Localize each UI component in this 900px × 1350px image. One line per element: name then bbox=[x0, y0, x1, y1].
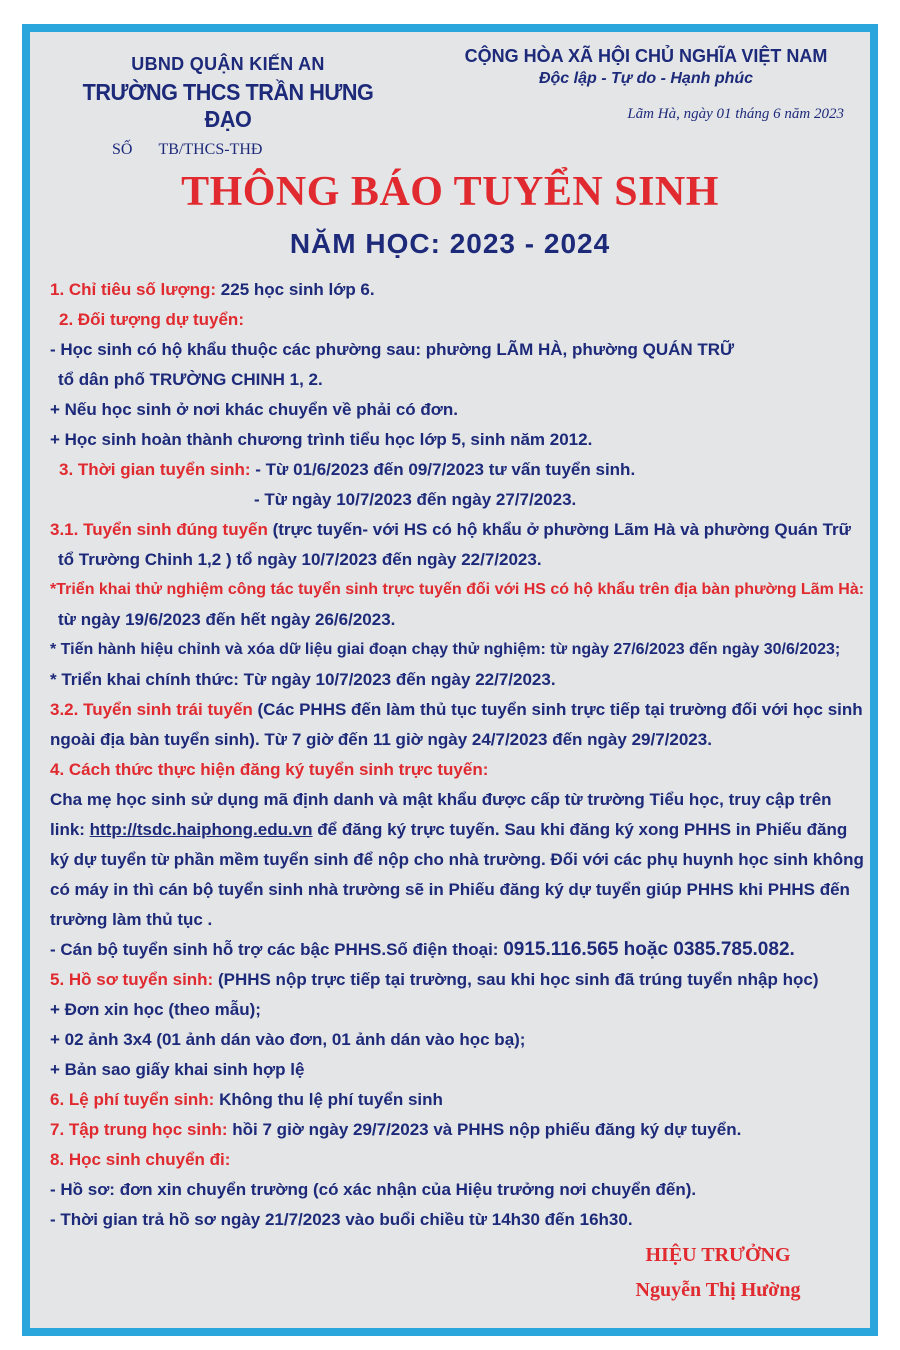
signature-block bbox=[598, 1244, 838, 1302]
section-4-line-2 bbox=[50, 815, 860, 845]
support-label: - Cán bộ tuyển sinh hỗ trợ các bậc PHHS.Số điện thoại: bbox=[50, 940, 504, 959]
section-2-line-3: + Nếu học sinh ở nơi khác chuyển về phải có đơn. bbox=[50, 400, 458, 419]
section-2-line-2: tổ dân phố TRƯỜNG CHINH 1, 2. bbox=[58, 370, 323, 389]
section-3-line-2: - Từ ngày 10/7/2023 đến ngày 27/7/2023. bbox=[254, 490, 577, 509]
section-3-2-line-1: (Các PHHS đến làm thủ tục tuyển sinh trực tiếp tại trường đối với học sinh bbox=[252, 700, 863, 719]
header-right bbox=[446, 46, 846, 123]
section-5-line-2: + 02 ảnh 3x4 (01 ảnh dán vào đơn, 01 ảnh dán vào học bạ); bbox=[50, 1030, 526, 1049]
section-3-line-1: - Từ 01/6/2023 đến 09/7/2023 tư vấn tuyển sinh. bbox=[250, 460, 636, 479]
section-2-heading: 2. Đối tượng dự tuyển: bbox=[59, 310, 244, 329]
national-motto: Độc lập - Tự do - Hạnh phúc bbox=[538, 70, 754, 87]
section-3-2-heading: 3.2. Tuyển sinh trái tuyến bbox=[50, 700, 253, 719]
header-left bbox=[58, 54, 398, 159]
section-4-line-2-rest: để đăng ký trực tuyến. Sau khi đăng ký xong PHHS in Phiếu đăng bbox=[312, 820, 848, 839]
nation-name: CỘNG HÒA XÃ HỘI CHỦ NGHĨA VIỆT NAM bbox=[464, 46, 828, 66]
section-7-heading: 7. Tập trung học sinh: bbox=[50, 1120, 228, 1139]
section-3-2 bbox=[50, 695, 863, 725]
section-3-heading: 3. Thời gian tuyển sinh: bbox=[59, 460, 251, 479]
section-8-line-2: - Thời gian trả hồ sơ ngày 21/7/2023 vào buổi chiều từ 14h30 đến 16h30. bbox=[50, 1210, 633, 1229]
official-line: * Triển khai chính thức: Từ ngày 10/7/2023 đến ngày 22/7/2023. bbox=[50, 670, 556, 689]
section-5-line-3: + Bản sao giấy khai sinh hợp lệ bbox=[50, 1060, 305, 1079]
section-4 bbox=[50, 755, 860, 785]
section-3-1-line-1: (trực tuyến- với HS có hộ khẩu ở phường Lãm Hà và phường Quán Trữ bbox=[267, 520, 851, 539]
registration-link[interactable]: http://tsdc.haiphong.edu.vn bbox=[89, 820, 313, 839]
doc-no-code: TB/THCS-THĐ bbox=[158, 141, 263, 158]
section-2 bbox=[50, 305, 860, 335]
section-5-text: (PHHS nộp trực tiếp tại trường, sau khi học sinh đã trúng tuyển nhập học) bbox=[213, 970, 819, 989]
support-phones: 0915.116.565 hoặc 0385.785.082. bbox=[503, 939, 795, 960]
section-1-text: 225 học sinh lớp 6. bbox=[216, 280, 375, 299]
trial-line-1: *Triển khai thử nghiệm công tác tuyển sinh trực tuyến đối với HS có hộ khẩu trên địa bàn phường Lãm Hà: bbox=[50, 581, 865, 598]
section-8-heading: 8. Học sinh chuyển đi: bbox=[50, 1150, 231, 1169]
section-6-text: Không thu lệ phí tuyển sinh bbox=[214, 1090, 443, 1109]
section-3-2-line-2: ngoài địa bàn tuyển sinh). Từ 7 giờ đến 11 giờ ngày 24/7/2023 đến ngày 29/7/2023. bbox=[50, 730, 712, 749]
section-4-line-3: ký dự tuyển từ phần mềm tuyển sinh để nộp cho nhà trường. Đối với các phụ huynh học sinh không bbox=[50, 850, 864, 869]
document-number bbox=[58, 141, 398, 159]
authority-name: UBND QUẬN KIẾN AN bbox=[131, 54, 325, 74]
section-8 bbox=[50, 1145, 860, 1175]
section-4-heading: 4. Cách thức thực hiện đăng ký tuyển sinh trực tuyến: bbox=[50, 760, 489, 779]
signer-name: Nguyễn Thị Hường bbox=[635, 1279, 801, 1301]
section-5-heading: 5. Hồ sơ tuyển sinh: bbox=[50, 970, 214, 989]
section-7-text: hồi 7 giờ ngày 29/7/2023 và PHHS nộp phiếu đăng ký dự tuyển. bbox=[227, 1120, 742, 1139]
section-3 bbox=[50, 455, 860, 485]
section-3-1 bbox=[50, 515, 860, 545]
section-4-link-label: link: bbox=[50, 820, 90, 839]
doc-no-label: SỐ bbox=[112, 141, 133, 158]
section-5 bbox=[50, 965, 860, 995]
section-4-line-4: có máy in thì cán bộ tuyển sinh nhà trường sẽ in Phiếu đăng ký dự tuyển giúp PHHS khi PHHS đến bbox=[50, 880, 850, 899]
section-2-line-4: + Học sinh hoàn thành chương trình tiểu học lớp 5, sinh năm 2012. bbox=[50, 430, 593, 449]
section-4-line-1: Cha mẹ học sinh sử dụng mã định danh và mật khẩu được cấp từ trường Tiểu học, truy cập trên bbox=[50, 790, 832, 809]
notice-title: THÔNG BÁO TUYỂN SINH bbox=[181, 169, 719, 215]
section-8-line-1: - Hồ sơ: đơn xin chuyển trường (có xác nhận của Hiệu trưởng nơi chuyển đến). bbox=[50, 1180, 697, 1199]
school-name: TRƯỜNG THCS TRẦN HƯNG ĐẠO bbox=[82, 79, 374, 132]
section-1 bbox=[50, 275, 860, 305]
fix-line: * Tiến hành hiệu chỉnh và xóa dữ liệu giai đoạn chạy thử nghiệm: từ ngày 27/6/2023 đến ngày 30/6/2023; bbox=[50, 641, 841, 658]
section-6 bbox=[50, 1085, 860, 1115]
section-6-heading: 6. Lệ phí tuyển sinh: bbox=[50, 1090, 215, 1109]
section-5-line-1: + Đơn xin học (theo mẫu); bbox=[50, 1000, 261, 1019]
school-year: NĂM HỌC: 2023 - 2024 bbox=[289, 228, 611, 259]
trial-line-2: từ ngày 19/6/2023 đến hết ngày 26/6/2023. bbox=[58, 610, 396, 629]
notice-body bbox=[50, 275, 865, 1235]
section-4-line-6 bbox=[50, 935, 860, 965]
notice-content bbox=[30, 32, 870, 1328]
signer-role: HIỆU TRƯỞNG bbox=[645, 1244, 791, 1266]
section-3-1-heading: 3.1. Tuyển sinh đúng tuyến bbox=[50, 520, 268, 539]
section-2-line-1: - Học sinh có hộ khẩu thuộc các phường sau: phường LÃM HÀ, phường QUÁN TRỮ bbox=[50, 340, 735, 359]
notice-frame bbox=[22, 24, 878, 1336]
section-1-heading: 1. Chỉ tiêu số lượng: bbox=[50, 280, 217, 299]
section-4-line-5: trường làm thủ tục . bbox=[50, 910, 213, 929]
section-3-1-line-2: tổ Trường Chinh 1,2 ) tổ ngày 10/7/2023 đến ngày 22/7/2023. bbox=[58, 550, 542, 569]
issue-date: Lãm Hà, ngày 01 tháng 6 năm 2023 bbox=[627, 106, 844, 122]
section-7 bbox=[50, 1115, 860, 1145]
